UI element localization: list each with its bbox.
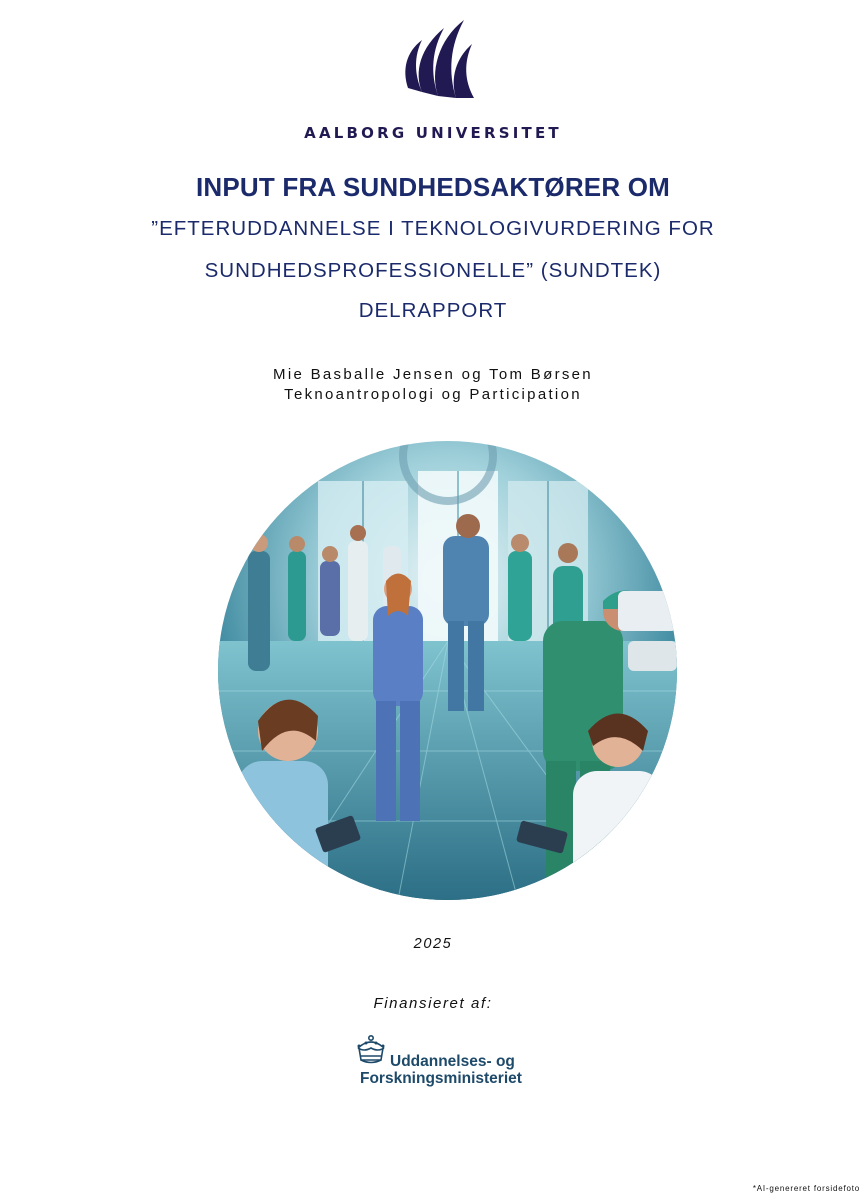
image-caption: *AI-genereret forsidefoto (752, 1184, 860, 1193)
report-title: INPUT FRA SUNDHEDSAKTØRER OM (195, 172, 671, 202)
hospital-staff-photo-icon (218, 441, 677, 900)
funding-label: Finansieret af: (373, 995, 493, 1012)
report-subtitle-line-2: SUNDHEDSPROFESSIONELLE” (SUNDTEK) (204, 259, 662, 282)
funder-logo-text (360, 1053, 522, 1087)
aau-logo-icon (400, 18, 480, 100)
author-names: Mie Basballe Jensen og Tom Børsen (273, 366, 593, 383)
funder-name-line-1: Uddannelses- og (390, 1053, 515, 1070)
research-group: Teknoantropologi og Participation (284, 386, 582, 403)
cover-photo (218, 441, 677, 900)
university-name: AALBORG UNIVERSITET (304, 124, 562, 142)
report-subtitle-line-1: ”EFTERUDDANNELSE I TEKNOLOGIVURDERING FOR (151, 217, 715, 240)
report-type: DELRAPPORT (358, 299, 508, 322)
funder-name-line-2: Forskningsministeriet (360, 1070, 522, 1087)
publication-year: 2025 (413, 936, 453, 952)
